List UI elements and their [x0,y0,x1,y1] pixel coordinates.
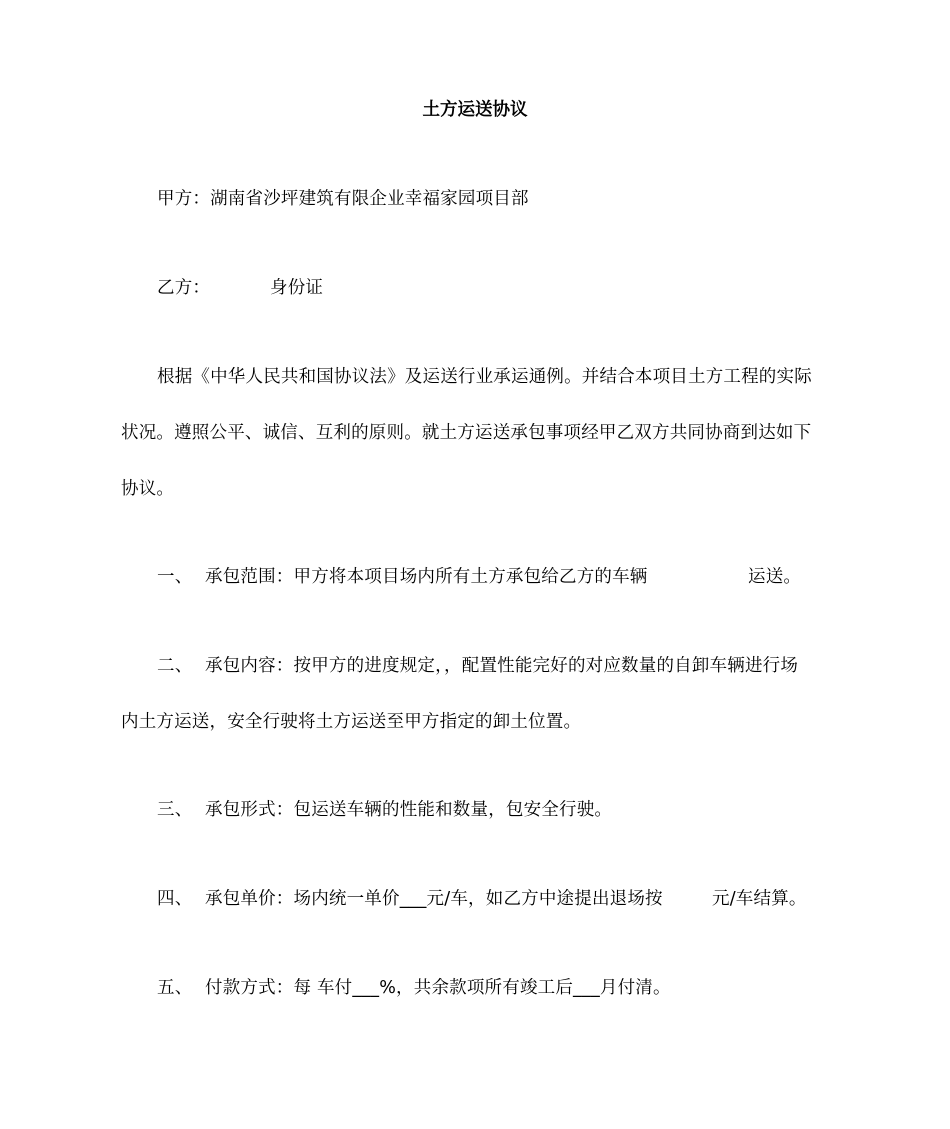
clause-4-text-a: 承包单价：场内统一单价___元/车，如乙方中途提出退场按 [205,889,663,909]
clause-3-number: 三、 [157,800,193,820]
clause-2-number: 二、 [157,656,193,676]
document-title: 土方运送协议 [422,100,528,120]
clause-2-text-a: 承包内容：按甲方的进度规定，，配置性能完好的对应数量的自卸车辆进行场 [205,656,799,676]
clause-4-number: 四、 [157,889,193,909]
clause-3-text: 承包形式：包运送车辆的性能和数量，包安全行驶。 [205,800,613,820]
clause-4-text-b: 元/车结算。 [712,889,807,909]
party-b-id-label: 身份证 [270,278,324,298]
clause-1-number: 一、 [157,567,193,587]
party-b-label: 乙方： [157,278,211,298]
clause-5-text: 付款方式：每 车付___%，共余款项所有竣工后___月付清。 [205,978,671,998]
party-a-line: 甲方：湖南省沙坪建筑有限企业幸福家园项目部 [157,189,529,209]
clause-1-text-a: 承包范围：甲方将本项目场内所有土方承包给乙方的车辆 [205,567,648,587]
intro-line-1: 根据《中华人民共和国协议法》及运送行业承运通例。并结合本项目土方工程的实际 [157,367,812,387]
clause-5-number: 五、 [157,978,193,998]
clause-1-text-b: 运送。 [748,567,802,587]
clause-2-text-b: 内土方运送，安全行驶将土方运送至甲方指定的卸土位置。 [121,712,582,732]
intro-line-3: 协议。 [121,479,175,499]
intro-line-2: 状况。遵照公平、诚信、互利的原则。就土方运送承包事项经甲乙双方共同协商到达如下 [121,423,812,443]
